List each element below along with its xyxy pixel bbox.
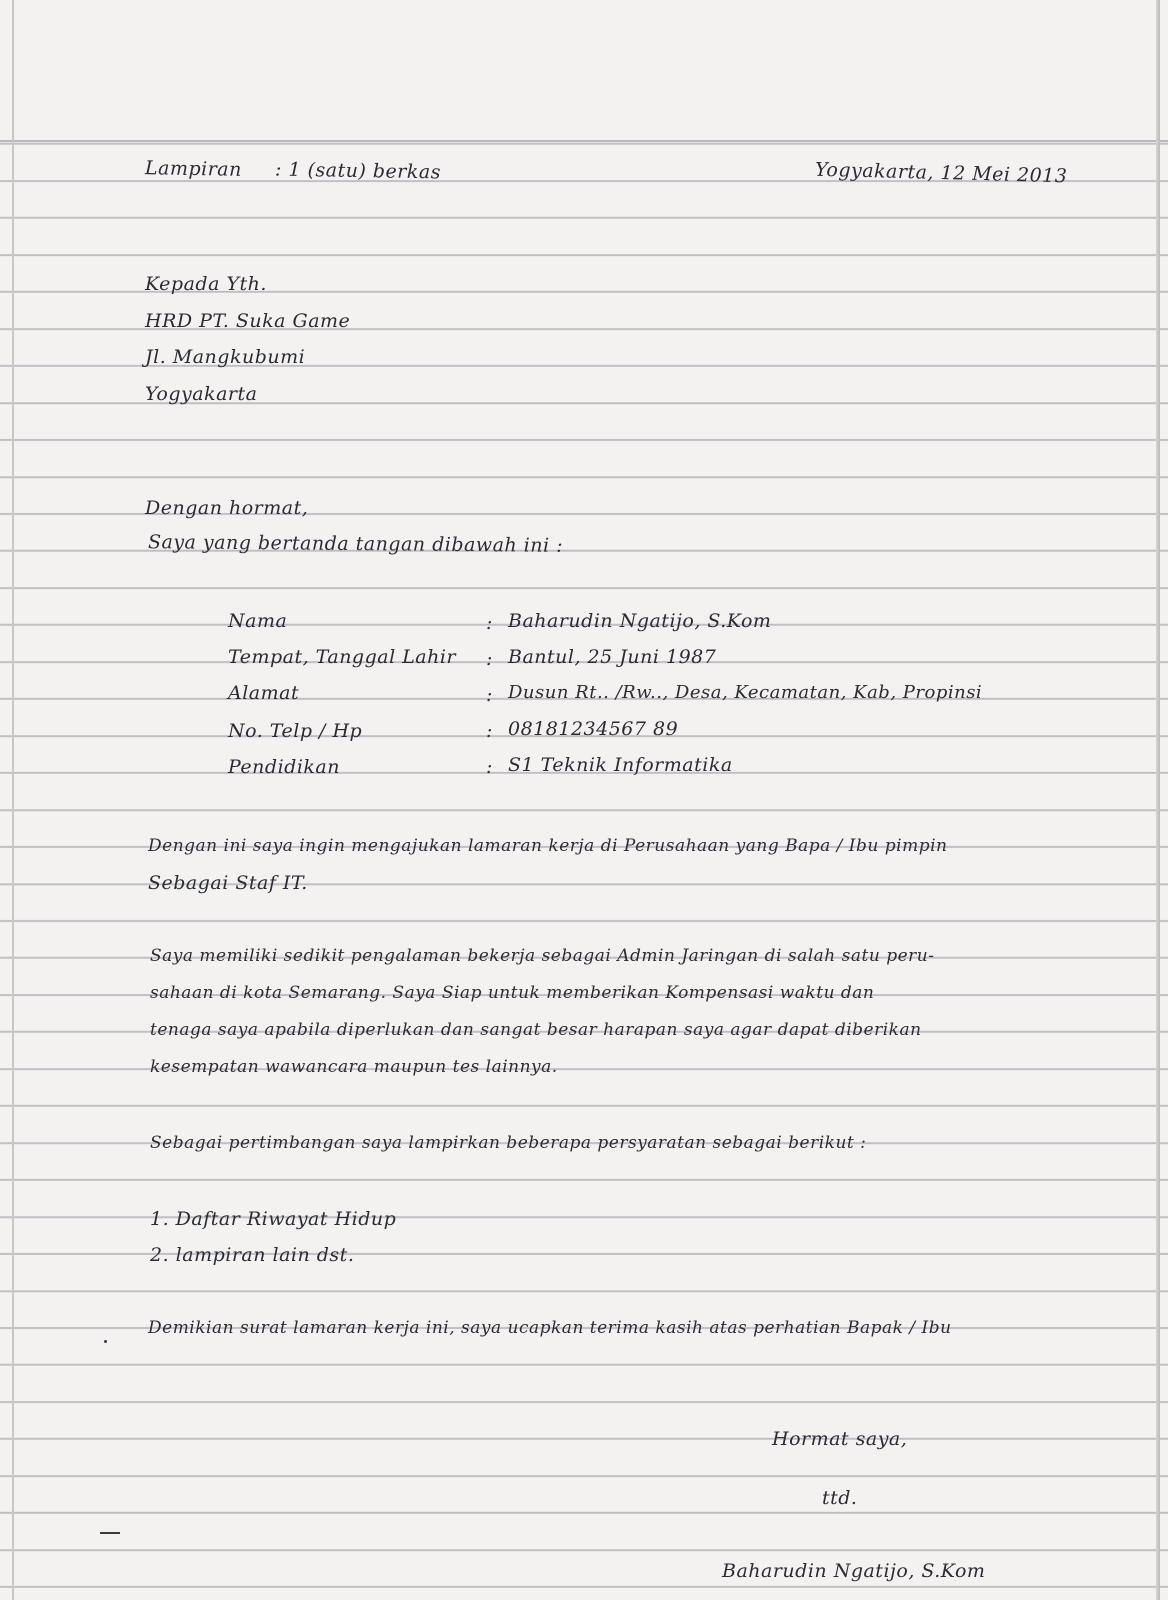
stray-pen-dot <box>104 1340 107 1343</box>
intro-line: Saya yang bertanda tangan dibawah ini : <box>147 531 564 557</box>
detail-value-ttl: Bantul, 25 Juni 1987 <box>508 646 717 668</box>
detail-label-pendidikan: Pendidikan <box>228 756 340 778</box>
body-p2-line-2: sahaan di kota Semarang. Saya Siap untuk memberikan Kompensasi waktu dan <box>150 983 875 1003</box>
detail-label-telp: No. Telp / Hp <box>228 720 363 742</box>
signature-mark: ttd. <box>822 1487 858 1509</box>
detail-label-alamat: Alamat <box>228 682 300 704</box>
lampiran-value: : 1 (satu) berkas <box>274 158 442 184</box>
detail-colon: : <box>486 720 493 742</box>
greeting: Dengan hormat, <box>145 497 309 519</box>
closing-line: Demikian surat lamaran kerja ini, saya ucapkan terima kasih atas perhatian Bapak / Ibu <box>148 1318 952 1338</box>
body-p1-line-1: Dengan ini saya ingin mengajukan lamaran kerja di Perusahaan yang Bapa / Ibu pimpin <box>148 836 948 856</box>
recipient-line-2: HRD PT. Suka Game <box>145 310 351 332</box>
regards: Hormat saya, <box>772 1428 908 1450</box>
attachment-list-item-2: 2. lampiran lain dst. <box>150 1244 355 1266</box>
detail-colon: : <box>486 756 493 778</box>
paper-top-rule <box>0 140 1168 142</box>
body-p2-line-1: Saya memiliki sedikit pengalaman bekerja sebagai Admin Jaringan di salah satu peru- <box>150 946 935 966</box>
detail-value-nama: Baharudin Ngatijo, S.Kom <box>508 610 772 632</box>
body-p2-line-4: kesempatan wawancara maupun tes lainnya. <box>150 1057 558 1077</box>
paper-header-margin <box>0 0 1168 140</box>
body-p2-line-3: tenaga saya apabila diperlukan dan sangat besar harapan saya agar dapat diberikan <box>150 1020 922 1040</box>
stray-pen-mark <box>100 1532 120 1534</box>
detail-value-pendidikan: S1 Teknik Informatika <box>508 754 733 776</box>
body-p3-line-1: Sebagai pertimbangan saya lampirkan beberapa persyaratan sebagai berikut : <box>150 1133 867 1153</box>
paper-left-edge <box>12 0 14 1600</box>
detail-value-alamat: Dusun Rt.. /Rw.., Desa, Kecamatan, Kab, Propinsi <box>508 682 983 703</box>
recipient-line-3: Jl. Mangkubumi <box>145 346 306 368</box>
detail-colon: : <box>486 612 493 634</box>
detail-label-nama: Nama <box>228 610 288 632</box>
signer-name: Baharudin Ngatijo, S.Kom <box>722 1560 986 1582</box>
detail-label-ttl: Tempat, Tanggal Lahir <box>228 646 457 668</box>
place-date: Yogyakarta, 12 Mei 2013 <box>814 158 1068 188</box>
detail-value-telp: 08181234567 89 <box>508 718 679 740</box>
lampiran-label: Lampiran <box>144 157 243 181</box>
paper-right-edge <box>1156 0 1160 1600</box>
body-p1-line-2: Sebagai Staf IT. <box>148 872 308 894</box>
attachment-list-item-1: 1. Daftar Riwayat Hidup <box>150 1208 397 1230</box>
detail-colon: : <box>486 648 493 670</box>
recipient-line-4: Yogyakarta <box>145 383 258 405</box>
recipient-line-1: Kepada Yth. <box>145 273 267 295</box>
detail-colon: : <box>486 684 493 706</box>
